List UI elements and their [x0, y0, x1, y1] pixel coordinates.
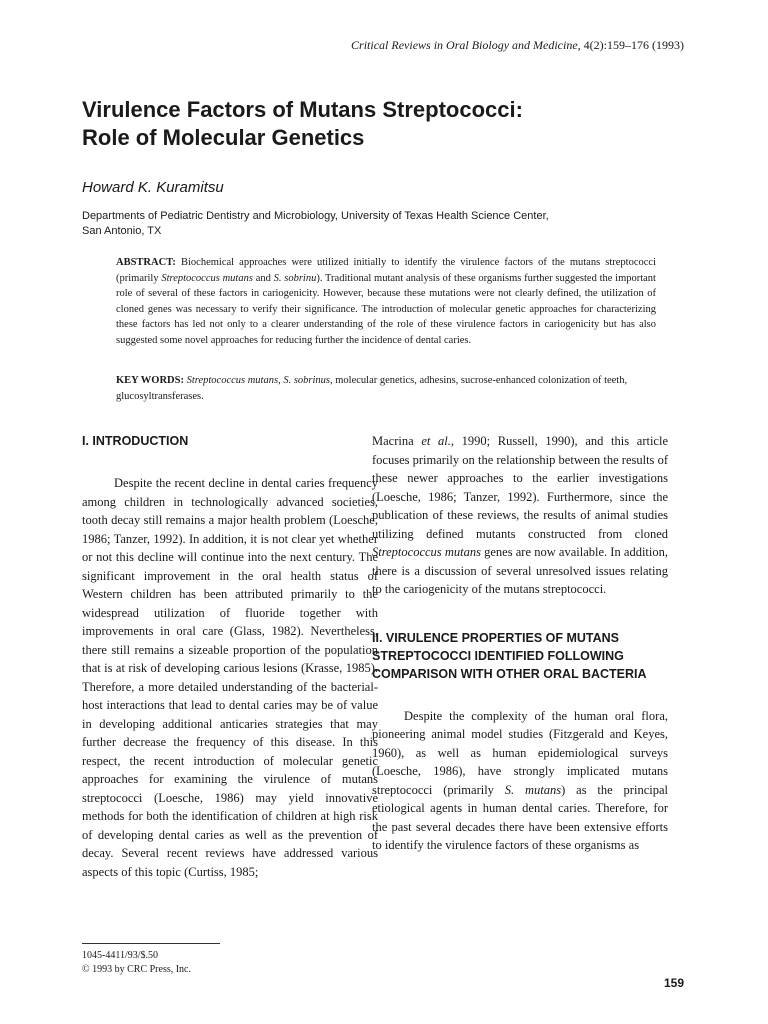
footnote [82, 949, 191, 977]
journal-citation [351, 38, 684, 53]
abstract-species-1: Streptococcus mutans [161, 272, 253, 284]
abstract-text-3: ). Traditional mutant analysis of these organisms further suggested the important role of several of these factors in cariogenicity. However, because these mutations were not clearly defined, the utilization of cloned genes was necessary to verify their significance. The introduction of molecular genetic approaches for characterizing these factors has led not only to a clearer understanding of the role of these virulence factors in cariogenicity but has also suggested some novel approaches for reducing further the incidence of dental caries. [116, 272, 656, 346]
continued-et-al: et al. [421, 434, 451, 448]
introduction-paragraph: Despite the recent decline in dental caries frequency among children in technologically advanced societies, tooth decay still remains a major health problem (Loesche, 1986; Tanzer, 1992). In addition, it is not clear yet whether or not this decline will continue into the next century. The significant improvement in the oral health status of Western children has been attributed primarily to the widespread utilization of fluoride together with improvements in oral care (Glass, 1982). Nevertheless, there still remains a sizeable proportion of the population that is at risk of developing carious lesions (Krasse, 1985). Therefore, a more detailed understanding of the bacterial-host interactions that lead to dental caries may be of value in developing additional anticaries strategies that may further decrease the frequency of this disease. In this respect, the recent introduction of molecular genetic approaches for examining the virulence of mutans streptococci (Loesche, 1986) may yield innovative methods for both the identification of children at high risk of developing dental caries as well as the prevention of decay. Several recent reviews have addressed various aspects of this topic (Curtiss, 1985; [82, 476, 378, 879]
continued-text-3: genes are now available. In addition, there is a discussion of several unresolved issues relating to the cariogenicity of the mutans streptococci. [372, 545, 668, 596]
virulence-text-2: ) as the principal etiological agents in human dental caries. Therefore, for the past several decades there have been extensive efforts to identify the virulence factors of these organisms as [372, 782, 668, 852]
column-left [82, 432, 378, 881]
section-heading-introduction: I. INTRODUCTION [82, 434, 189, 448]
abstract-text-2: and [252, 272, 274, 284]
abstract-text-1: Biochemical approaches were utilized initially to identify the virulence factors of the mutans streptococci (primarily [116, 257, 656, 284]
keywords-label: KEY WORDS: [116, 375, 184, 386]
journal-volume-pages: 4(2):159–176 (1993) [580, 38, 684, 52]
continued-text-1: Macrina [372, 434, 422, 448]
key-words [116, 373, 656, 404]
title-line-1: Virulence Factors of Mutans Streptococci: [82, 97, 523, 122]
author-affiliation [82, 209, 662, 239]
footnote-rule [82, 943, 220, 944]
page-number: 159 [663, 976, 684, 990]
title-line-2: Role of Molecular Genetics [82, 125, 365, 150]
continued-species: Streptococcus mutans [372, 545, 481, 559]
column-right [372, 432, 668, 855]
issn-price-code: 1045-4411/93/$.50 [82, 950, 159, 961]
affiliation-line-1: Departments of Pediatric Dentistry and Microbiology, University of Texas Health Science Center, [82, 210, 549, 222]
abstract-label: ABSTRACT: [116, 257, 176, 268]
keywords-species: Streptococcus mutans, S. sobrinus, [183, 375, 333, 386]
continued-text-2: , 1990; Russell, 1990), and this article focuses primarily on the relationship between the results of these newer approaches to the earlier investigations (Loesche, 1986; Tanzer, 1992). Furthermore, since the publication of these reviews, the results of animal studies utilizing defined mutants constructed from cloned [372, 434, 668, 541]
virulence-species: S. mutans [504, 782, 562, 797]
journal-name: Critical Reviews in Oral Biology and Medicine, [351, 38, 581, 52]
copyright-notice: © 1993 by CRC Press, Inc. [82, 964, 191, 975]
abstract [116, 255, 656, 348]
abstract-species-2: S. sobrinu [273, 272, 317, 284]
virulence-text-1: Despite the complexity of the human oral flora, pioneering animal model studies (Fitzgerald and Keyes, 1960), as well as human epidemiological surveys (Loesche, 1986), have strongly implicated mutans streptococci (primarily [372, 708, 668, 797]
article-title [82, 96, 682, 152]
author-name: Howard K. Kuramitsu [82, 179, 224, 196]
section-heading-virulence-properties: II. VIRULENCE PROPERTIES OF MUTANS STREPTOCOCCI IDENTIFIED FOLLOWING COMPARISON WITH OTHER ORAL BACTERIA [372, 630, 647, 681]
virulence-properties-paragraph [372, 707, 668, 855]
keywords-text: molecular genetics, adhesins, sucrose-enhanced colonization of teeth, glucosyltransferases. [116, 375, 628, 402]
affiliation-line-2: San Antonio, TX [82, 225, 162, 237]
introduction-continued-paragraph [372, 432, 668, 599]
